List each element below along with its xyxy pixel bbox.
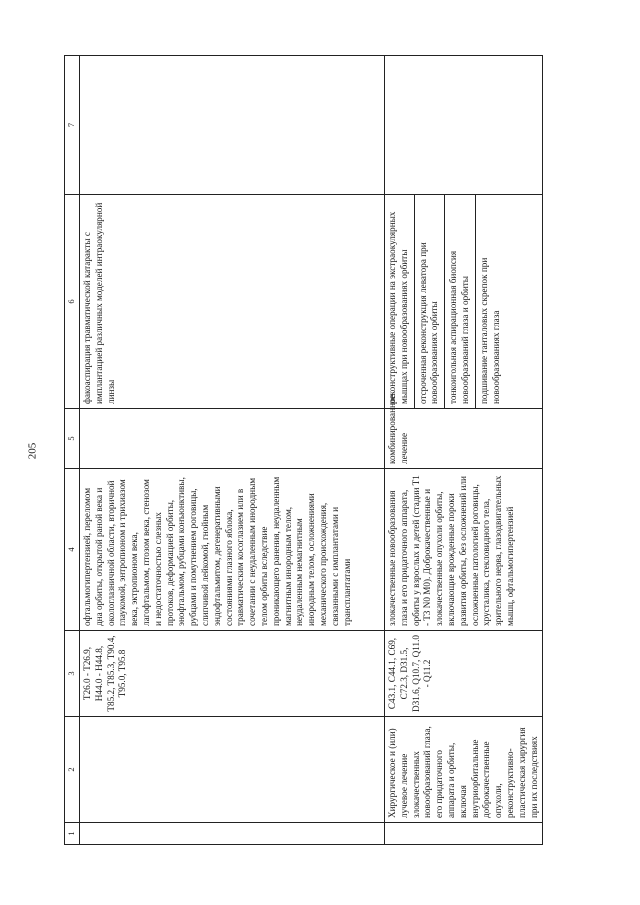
procedures-table: [64, 55, 543, 845]
cell-icd-codes: C43.1, C44.1, C69, C72.3, D31.5, D31.6, Q10.7, Q11.0 - Q11.2: [385, 631, 543, 717]
header-col-1: 1: [65, 823, 80, 845]
cell-icd-codes: T26.0 - T26.9, H44.0 - H44.8, T85.2, T85.3, T90.4, T95.0, T95.8: [80, 631, 385, 717]
cell-patient-model: злокачественные новообразования глаза и его придаточного аппарата, орбиты у взрослых и детей (стадии T1 - T3 N0 M0). Доброкачественные и злокачественные опухоли орбиты, включающие врожденные пороки развития орбиты, без осложнений или осложненные патологией роговицы, хрусталика, стекловидного тела, зрительного нерва, глазодвигательных мышц, офтальмогипертензией: [385, 469, 543, 631]
cell-treatment-type: комбинированное лечение: [385, 409, 543, 469]
table-row: [80, 56, 385, 845]
treatment-method: тонкоигольная аспирационная биопсия новообразований глаза и орбиты: [444, 195, 472, 408]
cell-treatment-type: [80, 409, 385, 469]
header-col-2: 2: [65, 717, 80, 823]
header-col-5: 5: [65, 409, 80, 469]
treatment-method: факоаспирация травматической катаракты с имплантацией различных моделей интраокулярной линзы: [82, 202, 116, 404]
cell-patient-model: офтальмогипертензией, переломом дна орбиты, открытой раной века и окологлазничной области, вторичной глаукомой, энтропионом и трихиазом века, эктропионом века, лагофтальмом, птозом века, стенозом и недостаточностью слезных протоков, деформацией орбиты, энофтальмом, рубцами конъюнктивы, рубцами и помутнением роговицы, слипчивой лейкомой, гнойным эндофтальмитом, дегенеративными состояниями глазного яблока, травматическим косоглазием или в сочетании с неудаленным инородным телом орбиты вследствие проникающего ранения, неудаленным магнитным инородным телом, неудаленным немагнитным инородным телом, осложнениями механического происхождения, связанными с имплантатами и трансплантатами: [80, 469, 385, 631]
treatment-method: отсроченная реконструкция леватора при новообразованиях орбиты: [414, 195, 442, 408]
cell-treatment-methods: [385, 195, 543, 409]
page-number-text: 205: [26, 442, 38, 460]
cell-cost: [385, 56, 543, 195]
page-number: [22, 438, 42, 464]
treatment-method: подшивание танталовых скрепок при новообразованиях глаза: [475, 195, 503, 408]
cell-number: [80, 823, 385, 845]
cell-number: [385, 823, 543, 845]
rotated-table-wrapper: [64, 55, 589, 845]
cell-care-type: Хирургическое и (или) лучевое лечение злокачественных новообразований глаза, его придаточного аппарата и орбиты, включая внутриорбитальные доброкачественные опухоли, реконструктивно-пластическая хирургия при их последствиях: [385, 717, 543, 823]
header-col-7: 7: [65, 56, 80, 195]
header-col-4: 4: [65, 469, 80, 631]
header-col-3: 3: [65, 631, 80, 717]
table-row: [385, 56, 543, 845]
cell-treatment-methods: [80, 195, 385, 409]
header-row: [65, 56, 80, 845]
cell-cost: [80, 56, 385, 195]
treatment-method: реконструктивные операции на экстраокулярных мышцах при новообразованиях орбиты: [387, 211, 409, 404]
cell-care-type: [80, 717, 385, 823]
header-col-6: 6: [65, 195, 80, 409]
